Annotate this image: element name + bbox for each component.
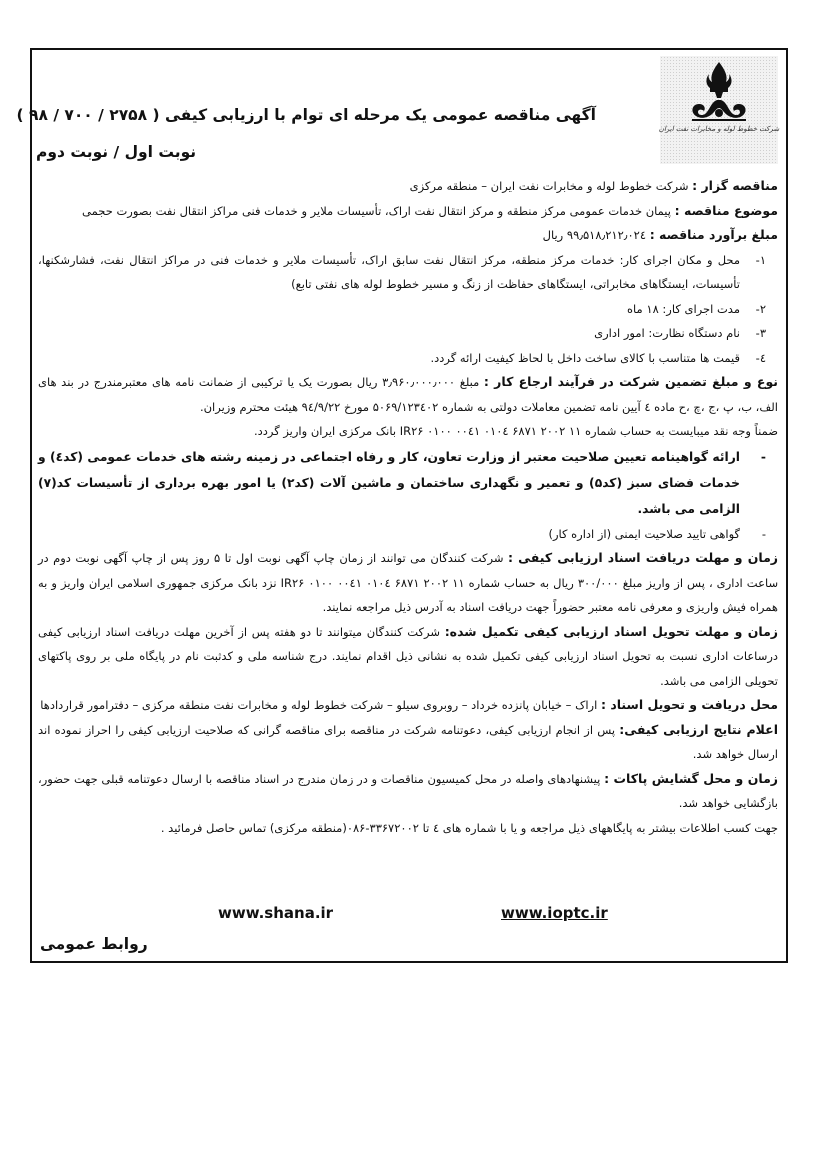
item-text: نام دستگاه نظارت: امور اداری xyxy=(594,326,740,340)
announcement-frame xyxy=(16,48,788,963)
subject-row xyxy=(38,199,778,224)
dash-bullet-icon: - xyxy=(760,449,766,464)
requirement-item xyxy=(38,444,778,522)
requirement-text: ارائه گواهینامه تعیین صلاحیت معتبر از وزارت تعاون، کار و رفاه اجتماعی در زمینه رشته های خدمات عمومی (کد٤) و خدمات فضای سبز (کد۵) و تعمیر و نگهداری ساختمان و ماشین آلات (کد۲) یا امور بهره برداری از تأسیسات کد(۷) الزامی می باشد. xyxy=(38,449,740,516)
estimate-row xyxy=(38,223,778,248)
item-text: قیمت ها متناسب با کالای ساخت داخل با لحاظ کیفیت ارائه گردد. xyxy=(430,350,740,365)
doc-receipt-label: زمان و مهلت دریافت اسناد ارزیابی کیفی : xyxy=(507,550,779,565)
results-value: پس از انجام ارزیابی کیفی، دعوتنامه شرکت در مناقصه برای مناقصه گرانی که صلاحیت ارزیابی کیفی را احراز نموده اند ارسال خواهد شد. xyxy=(38,722,778,761)
list-item xyxy=(38,321,778,346)
list-item xyxy=(38,248,778,297)
guarantee-cash: ضمناً وجه نقد میبایست به حساب شماره ۱۱ ۲۰۰۲ ۶۸۷۱ ۰۱۰٤ ۰۰٤۱ ۰۱۰۰ IR۲۶ بانک مرکزی ایران واریز گردد. xyxy=(253,424,778,438)
results-label: اعلام نتایج ارزیابی کیفی: xyxy=(619,721,778,737)
opening-value: پیشنهادهای واصله در محل کمیسیون مناقصات و در زمان مندرج در اسناد مناقصه با ارسال دعوتنامه قبلی جهت حضور، بازگشایی خواهد شد. xyxy=(38,771,778,810)
requirement-text: گواهی تایید صلاحیت ایمنی (از اداره کار) xyxy=(548,526,740,541)
flame-logo-icon xyxy=(688,60,750,124)
doc-delivery-value: شرکت کنندگان میتوانند تا دو هفته پس از آخرین مهلت دریافت اسناد ارزیابی کیفی درساعات اداری نسبت به تحویل اسناد ارزیابی کیفی تکمیل شده به نشانی ذیل اقدام نمایند. درج شناسه ملی و کدثبت نام در پایگاه ملی بر روی پاکتهای تحویلی الزامی می باشد. xyxy=(38,624,778,688)
estimate-value: ۹۹٫۵۱۸٫۲۱۲٫۰۲٤ ریال xyxy=(542,228,647,242)
signature: روابط عمومی xyxy=(40,935,148,953)
links-row xyxy=(32,904,786,928)
location-label: محل دریافت و تحویل اسناد : xyxy=(600,697,778,712)
page-title: آگهی مناقصه عمومی یک مرحله ای توام با ارزیابی کیفی ( ۲۷۵۸ / ۷۰۰ / ۹۸ ) xyxy=(16,106,596,124)
subject-value: پیمان خدمات عمومی مرکز منطقه و مرکز انتقال نفت اراک، تأسیسات ملایر و خدمات فنی مراکز انتقال نفت بصورت حجمی xyxy=(82,203,671,218)
item-number: ۲- xyxy=(755,301,766,316)
estimate-label: مبلغ برآورد مناقصه : xyxy=(649,227,778,242)
guarantee-value: مبلغ ۳٫۹۶۰٫۰۰۰٫۰۰۰ ریال بصورت یک یا ترکیبی از ضمانت نامه های معتبرمندرج در بند های الف، ب، پ ،ج ،چ ،ح ماده ٤ آیین نامه تضمین معاملات دولتی به شماره ۵۰۶۹/۱۲۳٤۰۲ مورخ ۹٤/۹/۲۲ هیئت محترم وزیران. xyxy=(38,375,778,414)
tenderer-row xyxy=(38,174,778,199)
tenderer-label: مناقصه گزار : xyxy=(692,178,778,193)
list-item xyxy=(38,297,778,322)
tenderer-value: شرکت خطوط لوله و مخابرات نفت ایران – منطقه مرکزی xyxy=(409,179,689,193)
logo-caption: شرکت خطوط لوله و مخابرات نفت ایران xyxy=(658,125,780,133)
opening-row xyxy=(38,767,778,816)
guarantee-label: نوع و مبلغ تضمین شرکت در فرآیند ارجاع کار : xyxy=(483,374,778,389)
page-subtitle: نوبت اول / نوبت دوم xyxy=(36,143,197,161)
ioptc-link[interactable]: www.ioptc.ir xyxy=(501,904,608,922)
item-text: مدت اجرای کار: ۱۸ ماه xyxy=(627,301,740,316)
shana-link[interactable]: www.shana.ir xyxy=(218,904,334,922)
doc-receipt-value: شرکت کنندگان می توانند از زمان چاپ آگهی نوبت اول تا ۵ روز پس از چاپ آگهی نوبت دوم در ساعت اداری ، پس از واریز مبلغ ۳۰۰/۰۰۰ ریال به حساب شماره ۱۱ ۲۰۰۲ ۶۸۷۱ ۰۱۰٤ ۰۰٤۱ ۰۱۰۰ IR۲۶ نزد بانک مرکزی جمهوری اسلامی ایران واریز و به همراه فیش واریزی و معرفی نامه معتبر حضوراً جهت دریافت اسناد به آدرس ذیل مراجعه نمایند. xyxy=(38,551,779,614)
location-row xyxy=(38,693,778,718)
opening-label: زمان و محل گشایش پاکات : xyxy=(604,770,779,786)
doc-delivery-row xyxy=(38,620,778,694)
subject-label: موضوع مناقصه : xyxy=(674,202,778,218)
list-item xyxy=(38,346,778,371)
guarantee-row xyxy=(38,370,778,419)
location-value: اراک – خیابان پانزده خرداد – روبروی سیلو – شرکت خطوط لوله و مخابرات نفت منطقه مرکزی – دفترامور قراردادها xyxy=(40,698,598,712)
results-row xyxy=(38,718,778,767)
item-text: محل و مکان اجرای کار: خدمات مرکز منطقه، مرکز انتقال نفت سابق اراک، تأسیسات ملایر و خدمات فنی در مراکز انتقال نفت، فشارشکنها، تأسیسات، ایستگاهای مخابراتی، ایستگاهای حفاظت از زنگ و مسیر خطوط لوله های نفتی تابع) xyxy=(38,252,740,291)
doc-receipt-row xyxy=(38,546,778,620)
item-number: ۱- xyxy=(755,252,766,267)
item-number: ۳- xyxy=(755,326,766,340)
item-number: ٤- xyxy=(755,350,766,365)
announcement-body xyxy=(38,174,778,840)
dash-bullet-icon: - xyxy=(761,526,766,541)
info-row: جهت کسب اطلاعات بیشتر به پایگاههای ذیل مراجعه و یا با شماره های ٤ تا ۳۳۶۷۲۰۰۲-۰۸۶(منطقه مرکزی) تماس حاصل فرمائید . xyxy=(160,820,778,835)
company-logo xyxy=(660,56,778,164)
doc-delivery-label: زمان و مهلت تحویل اسناد ارزیابی کیفی تکمیل شده: xyxy=(444,623,778,639)
requirement-item xyxy=(38,522,778,547)
